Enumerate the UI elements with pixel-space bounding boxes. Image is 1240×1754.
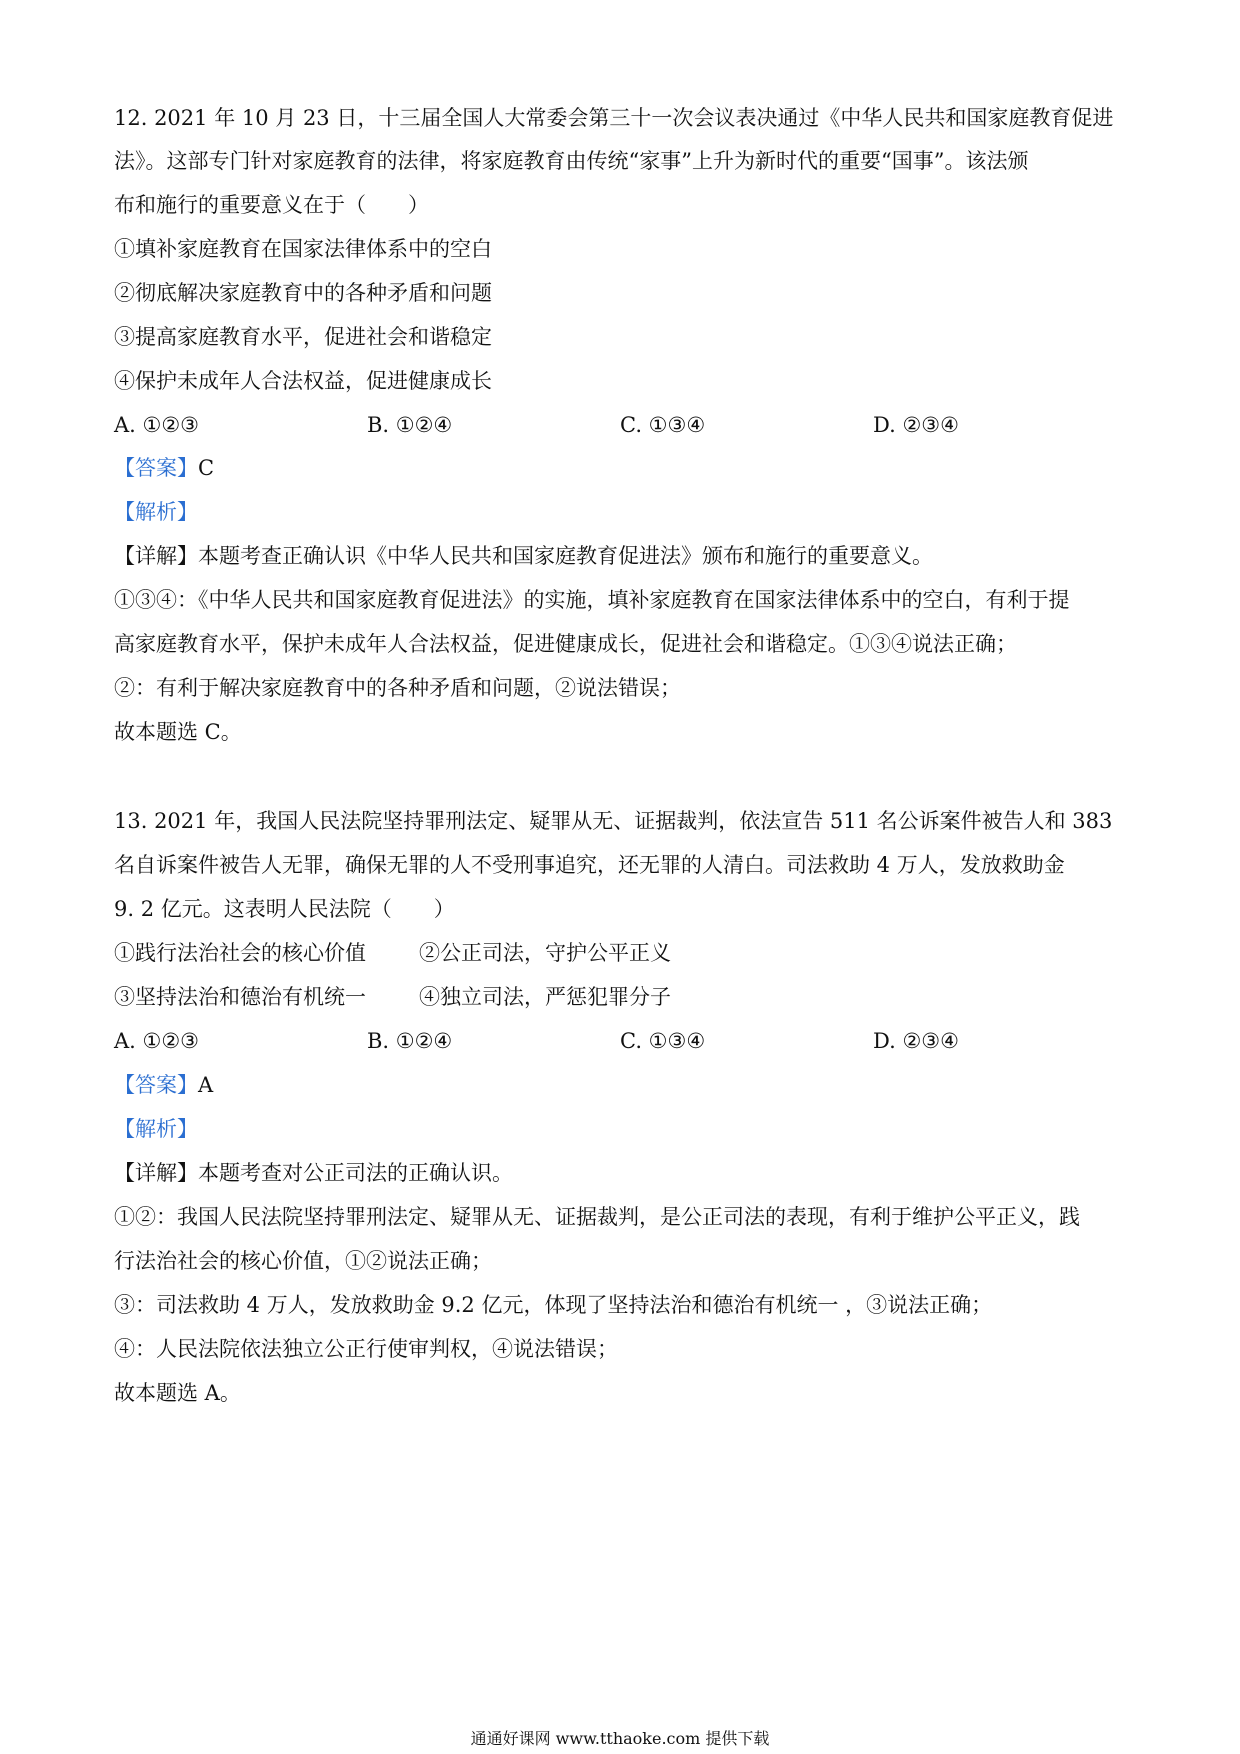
footer-source: 通通好课网 www.tthaoke.com 提供下载 <box>470 1729 770 1748</box>
detail-line: ②：有利于解决家庭教育中的各种矛盾和问题，②说法错误； <box>114 676 681 700</box>
option-d: D. ②③④ <box>873 413 959 437</box>
statement-1: ①践行法治社会的核心价值 <box>114 941 366 965</box>
option-c: C. ①③④ <box>620 1029 706 1053</box>
detail-line: ①②：我国人民法院坚持罪刑法定、疑罪从无、证据裁判，是公正司法的表现，有利于维护公平正义，践 <box>114 1205 1080 1229</box>
analysis-line <box>114 497 1124 527</box>
detail-line: ③：司法救助 4 万人，发放救助金 9.2 亿元，体现了坚持法治和德治有机统一 ，③说法正确； <box>114 1293 993 1317</box>
option-d: D. ②③④ <box>873 1029 959 1053</box>
analysis-line <box>114 1114 1124 1144</box>
question-stem-line: 布和施行的重要意义在于（ ） <box>114 193 429 217</box>
option-a: A. ①②③ <box>114 1029 199 1053</box>
statement-4: ④独立司法，严惩犯罪分子 <box>419 985 671 1009</box>
answer-tag: 【答案】 <box>114 456 198 480</box>
detail-line: 高家庭教育水平，保护未成年人合法权益，促进健康成长，促进社会和谐稳定。①③④说法正确； <box>114 632 1017 656</box>
question-stem-line: 法》。这部专门针对家庭教育的法律，将家庭教育由传统“家事”上升为新时代的重要“国事”。该法颁 <box>114 149 1029 173</box>
answer-value: A <box>198 1073 214 1097</box>
answer-tag: 【答案】 <box>114 1073 198 1097</box>
question-stem-line: 13. 2021 年，我国人民法院坚持罪刑法定、疑罪从无、证据裁判，依法宣告 511 名公诉案件被告人和 383 <box>114 809 1113 833</box>
detail-text: 本题考查对公正司法的正确认识。 <box>198 1161 513 1185</box>
statement-3: ③提高家庭教育水平，促进社会和谐稳定 <box>114 325 492 349</box>
detail-line: 故本题选 A。 <box>114 1381 241 1405</box>
answer-value: C <box>198 456 215 480</box>
detail-tag: 【详解】 <box>114 544 198 568</box>
detail-line <box>114 541 1124 571</box>
statement-2: ②公正司法，守护公平正义 <box>419 941 671 965</box>
detail-line: 故本题选 C。 <box>114 720 242 744</box>
option-a: A. ①②③ <box>114 413 199 437</box>
statement-4: ④保护未成年人合法权益，促进健康成长 <box>114 369 492 393</box>
statement-3: ③坚持法治和德治有机统一 <box>114 985 366 1009</box>
detail-tag: 【详解】 <box>114 1161 198 1185</box>
detail-line: ④：人民法院依法独立公正行使审判权，④说法错误； <box>114 1337 618 1361</box>
question-stem-line: 9. 2 亿元。这表明人民法院（ ） <box>114 897 455 921</box>
question-stem-line: 12. 2021 年 10 月 23 日，十三届全国人大常委会第三十一次会议表决通过《中华人民共和国家庭教育促进 <box>114 106 1114 130</box>
analysis-tag: 【解析】 <box>114 500 198 524</box>
answer-line <box>114 453 1124 483</box>
statement-2: ②彻底解决家庭教育中的各种矛盾和问题 <box>114 281 492 305</box>
detail-line: 行法治社会的核心价值，①②说法正确； <box>114 1249 492 1273</box>
option-b: B. ①②④ <box>367 1029 453 1053</box>
answer-line <box>114 1070 1124 1100</box>
question-stem-line: 名自诉案件被告人无罪，确保无罪的人不受刑事追究，还无罪的人清白。司法救助 4 万人，发放救助金 <box>114 853 1065 877</box>
statement-1: ①填补家庭教育在国家法律体系中的空白 <box>114 237 492 261</box>
option-b: B. ①②④ <box>367 413 453 437</box>
analysis-tag: 【解析】 <box>114 1117 198 1141</box>
detail-line: ①③④：《中华人民共和国家庭教育促进法》的实施，填补家庭教育在国家法律体系中的空白，有利于提 <box>114 588 1070 612</box>
option-c: C. ①③④ <box>620 413 706 437</box>
detail-line <box>114 1158 1124 1188</box>
detail-text: 本题考查正确认识《中华人民共和国家庭教育促进法》颁布和施行的重要意义。 <box>198 544 933 568</box>
